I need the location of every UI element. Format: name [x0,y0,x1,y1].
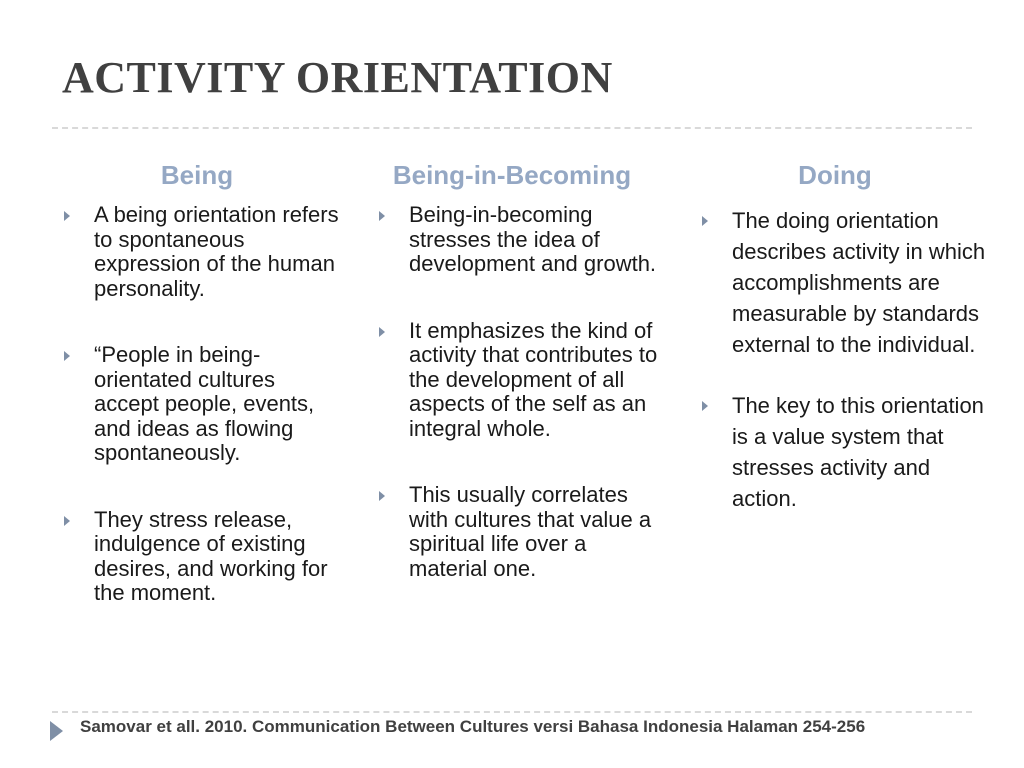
bullet-text: It emphasizes the kind of activity that contributes to the development of all aspects of the self as an integral whole. [409,317,658,441]
bullet-text: A being orientation refers to spontaneous expression of the human personality. [94,202,339,301]
bullet-item [377,483,667,581]
bullet-text: “People in being-orientated cultures accept people, events, and ideas as flowing spontaneously. [94,342,315,465]
bullet-text: This usually correlates with cultures that value a spiritual life over a material one. [409,482,652,581]
bullet-item [62,343,342,466]
bullet-text: The key to this orientation is a value system that stresses activity and action. [732,393,984,511]
triangle-right-icon [379,327,385,337]
triangle-right-icon [379,491,385,501]
triangle-right-icon [702,216,708,226]
triangle-right-icon [64,211,70,221]
footer-citation: Samovar et all. 2010. Communication Between Cultures versi Bahasa Indonesia Halaman 254-256 [80,717,866,736]
column-heading: Being [160,160,234,190]
column-heading: Doing [798,160,872,190]
column-being-in-becoming [377,160,667,623]
column-heading: Being-in-Becoming [392,160,632,190]
bottom-divider [52,711,972,713]
bullet-list [377,203,667,581]
top-divider [52,127,972,129]
slide-title: ACTIVITY ORIENTATION [62,53,613,102]
triangle-right-icon [64,351,70,361]
bullet-item [700,390,1000,514]
bullet-list [62,203,342,606]
bullet-item [62,203,342,301]
bullet-text: The doing orientation describes activity in which accomplishments are measurable by standards external to the individual. [732,208,986,357]
triangle-right-icon [64,516,70,526]
bullet-text: They stress release, indulgence of existing desires, and working for the moment. [94,506,328,605]
column-being [62,160,342,648]
bullet-item [700,205,1000,360]
bullet-item [377,319,667,442]
bullet-item [377,203,667,277]
bullet-list [700,205,1000,514]
bullet-item [62,508,342,606]
bullet-text: Being-in-becoming stresses the idea of development and growth. [409,202,657,276]
triangle-right-icon [702,401,708,411]
column-doing [700,160,1000,544]
triangle-right-icon [50,721,63,741]
triangle-right-icon [379,211,385,221]
